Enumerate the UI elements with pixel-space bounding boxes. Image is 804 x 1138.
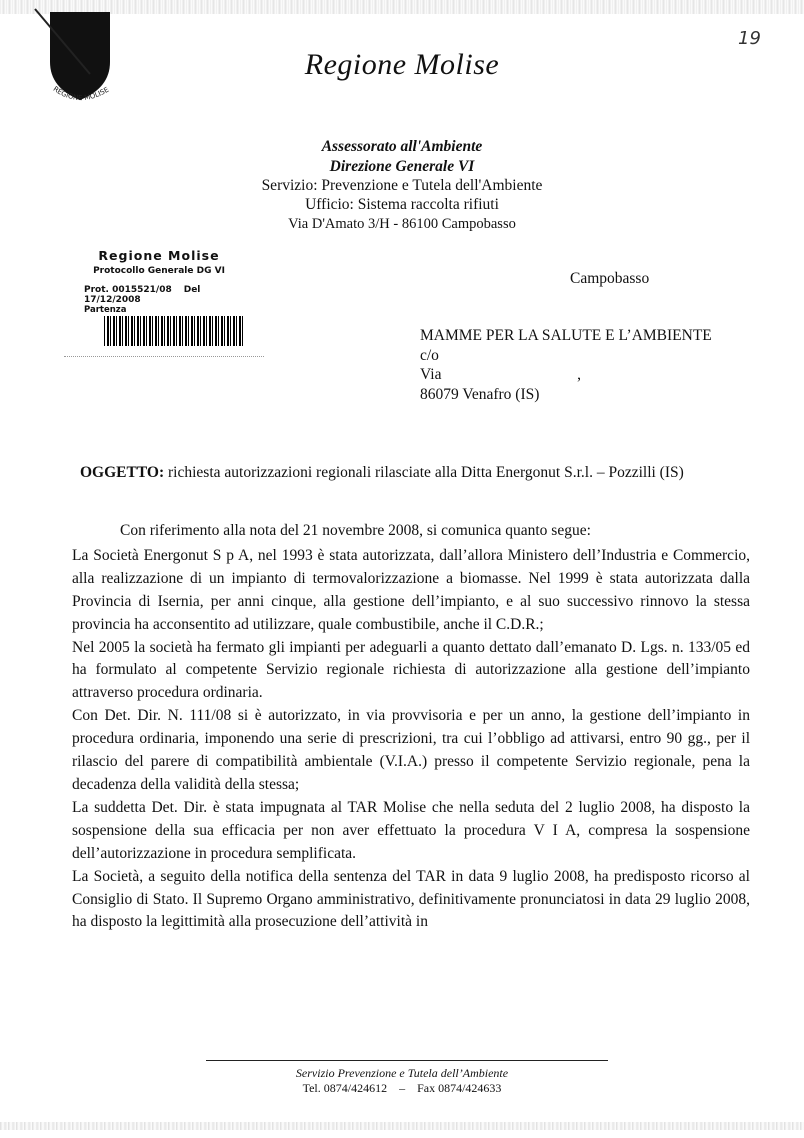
recipient-co: c/o [420, 347, 439, 364]
body-paragraph: La Società, a seguito della notifica della sentenza del TAR in data 9 luglio 2008, ha predisposto ricorso al Consiglio di Stato. Il Supremo Organo amministrativo, definitivamente pronunciatosi in data 29 luglio 2008, ha disposto la legittimità alla prosecuzione dell’attività in [72, 867, 750, 931]
emblem-caption: REGIONE MOLISE [51, 84, 111, 103]
body-paragraph: Con Det. Dir. N. 111/08 si è autorizzato, in via provvisoria e per un anno, la gestione dell’impianto in procedura ordinaria, imponendo una serie di prescrizioni, tra cui l’obbligo ad attivarsi, entro 90 gg., per il rilascio del parere di compatibilità ambientale (V.I.A.) presso il competente Servizio regionale, pena la decadenza della validità della stessa; [72, 707, 750, 793]
body-paragraph: La Società Energonut S p A, nel 1993 è stata autorizzata, dall’allora Ministero dell’Industria e Commercio, alla realizzazione di un impianto di termovalorizzazione a biomasse. Nel 1999 è stata autorizzata dalla Provincia di Isernia, per anni cinque, alla gestione dell’impianto, e al suo successivo rinnovo la stessa provincia ha acconsentito ad utilizzare, quale combustibile, anche il C.D.R.; [72, 546, 750, 633]
scan-noise-bottom [0, 1122, 804, 1130]
stamp-prot-number: Prot. 0015521/08 [84, 285, 172, 295]
dept-ufficio: Ufficio: Sistema raccolta rifiuti [305, 196, 499, 213]
letter-body [72, 520, 750, 934]
stamp-date: Del 17/12/2008 [84, 285, 201, 305]
footer-fax: Fax 0874/424633 [417, 1081, 502, 1095]
stamp-title: Regione Molise [98, 248, 220, 263]
recipient-name: MAMME PER LA SALUTE E L’AMBIENTE [420, 327, 712, 344]
recipient-city: 86079 Venafro (IS) [420, 386, 540, 403]
footer-contacts [0, 1081, 804, 1096]
subject-label: OGGETTO: [80, 464, 165, 481]
protocol-stamp [64, 248, 264, 360]
footer-divider [206, 1060, 608, 1061]
dept-address: Via D'Amato 3/H - 86100 Campobasso [288, 216, 516, 232]
letter-subject [80, 464, 684, 482]
recipient-street: Via , [420, 366, 581, 383]
page-number: 19 [738, 28, 761, 49]
dept-servizio: Servizio: Prevenzione e Tutela dell'Ambiente [261, 177, 543, 194]
footer-tel: Tel. 0874/424612 [302, 1081, 388, 1095]
dept-assessorato: Assessorato all'Ambiente [321, 138, 483, 155]
stamp-protocol [84, 285, 264, 305]
footer-service: Servizio Prevenzione e Tutela dell’Ambiente [295, 1066, 509, 1080]
stamp-subtitle: Protocollo Generale DG VI [93, 266, 225, 276]
region-title: Regione Molise [304, 48, 500, 81]
body-paragraph: La suddetta Det. Dir. è stata impugnata al TAR Molise che nella seduta del 2 luglio 2008, ha disposto la sospensione della sua efficacia per non aver effettuato la procedura V I A, compresa la sospensione dell’autorizzazione in procedura semplificata. [72, 798, 750, 862]
barcode [104, 316, 244, 346]
body-paragraph: Nel 2005 la società ha fermato gli impianti per adeguarli a quanto dettato dall’emanato D. Lgs. n. 133/05 ed ha formulato al competente Servizio regionale richiesta di autorizzazione alla gestione dell’impianto attraverso procedura ordinaria. [72, 638, 750, 702]
letter-city: Campobasso [570, 270, 650, 287]
footer-separator: – [399, 1081, 406, 1095]
stamp-direction: Partenza [84, 305, 127, 315]
dept-direzione: Direzione Generale VI [329, 158, 475, 175]
body-paragraph: Con riferimento alla nota del 21 novembre 2008, si comunica quanto segue: [120, 522, 591, 539]
subject-text: richiesta autorizzazioni regionali rilasciate alla Ditta Energonut S.r.l. – Pozzilli (IS) [164, 464, 684, 481]
stamp-border [64, 356, 264, 359]
